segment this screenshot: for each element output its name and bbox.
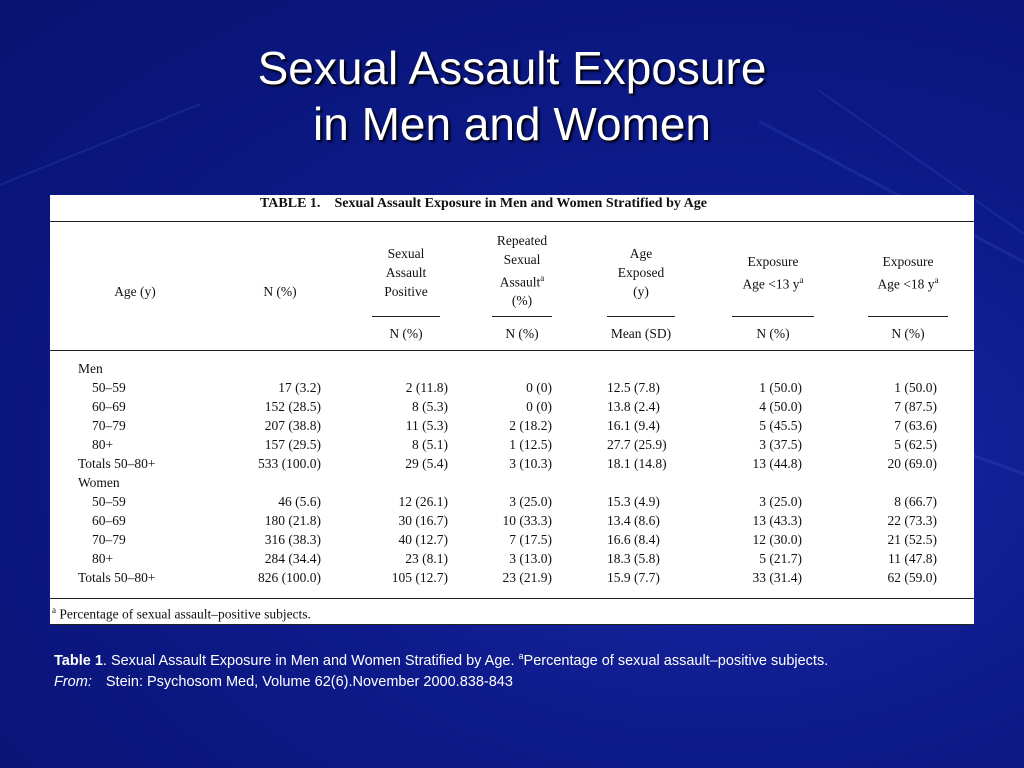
header-n-text: N (%) [263,284,297,299]
cell-exp18: 7 (87.5) [894,399,937,414]
header-e13-l1: Exposure [747,253,799,269]
header-age [90,255,180,301]
cell-exp18: 5 (62.5) [894,437,937,452]
header-sa-l3: Positive [384,284,428,299]
cell-exp13: 3 (25.0) [759,494,802,509]
table-row [50,511,974,530]
cell-age-exposed: 15.3 (4.9) [607,494,660,509]
cell-n: 17 (3.2) [278,380,321,395]
header-e13-l2-text: Age <13 y [742,276,800,291]
cell-exp18: 11 (47.8) [888,551,937,566]
cell-sa: 105 (12.7) [391,570,448,585]
header-e18-sup: a [934,274,939,285]
header-underline [372,316,440,317]
table-row [50,378,974,397]
slide-title-line1: Sexual Assault Exposure [257,42,767,94]
header-exposure-13 [723,251,823,293]
cell-exp13: 1 (50.0) [759,380,802,395]
header-sexual-assault-positive [366,233,446,301]
header-rep-sup: a [540,272,545,283]
table-row-total [50,454,974,473]
cell-age-exposed: 16.1 (9.4) [607,418,660,433]
table-body [50,359,974,587]
cell-n: 826 (100.0) [258,570,321,585]
header-rep-l2: Sexual [503,251,541,267]
subheader-sa: N (%) [389,326,423,341]
cell-age-exposed: 13.4 (8.6) [607,513,660,528]
cell-exp13: 5 (21.7) [759,551,802,566]
cell-n: 533 (100.0) [258,456,321,471]
header-sa-l2: Assault [385,265,427,280]
cell-age: 80+ [92,551,114,566]
header-e18-l2-text: Age <18 y [877,276,935,291]
cell-age-exposed: 18.1 (14.8) [607,456,667,471]
table-title: Sexual Assault Exposure in Men and Women Stratified by Age [334,196,707,211]
cell-repeated: 1 (12.5) [509,437,552,452]
cell-age-exposed: 13.8 (2.4) [607,399,660,414]
cell-exp18: 7 (63.6) [894,418,937,433]
cell-exp13: 13 (44.8) [752,456,802,471]
cell-sa: 2 (11.8) [405,380,448,395]
footnote-text: Percentage of sexual assault–positive subjects. [59,606,311,622]
cell-repeated: 10 (33.3) [502,513,552,528]
header-rep-l3-text: Assault [499,274,541,289]
slide-caption [54,646,994,693]
table-top-rule [50,221,974,222]
subheader-exp13: N (%) [756,326,790,341]
header-age-exposed [601,233,681,301]
table-row [50,549,974,568]
cell-repeated: 0 (0) [526,399,552,414]
cell-n: 207 (38.8) [264,418,321,433]
table-row [50,492,974,511]
table-row [50,416,974,435]
table-end-rule [50,624,974,625]
cell-sa: 8 (5.1) [412,437,448,452]
cell-sa: 8 (5.3) [412,399,448,414]
table-image [50,195,974,625]
header-exposure-18 [858,251,958,293]
cell-exp18: 20 (69.0) [887,456,937,471]
cell-exp13: 3 (37.5) [759,437,802,452]
caption-sup: a [518,651,524,661]
header-ae-l3: (y) [633,284,649,299]
header-age-text: Age (y) [114,284,156,299]
cell-age: Totals 50–80+ [78,456,156,471]
cell-n: 46 (5.6) [278,494,321,509]
group-label-women-row [50,473,974,492]
group-label: Men [78,361,103,376]
table-row [50,397,974,416]
slide-title [0,40,1024,152]
caption-source: Stein: Psychosom Med, Volume 62(6).November 2000.838-843 [105,673,513,690]
header-rep-l3 [482,269,562,292]
group-label: Women [78,475,120,490]
cell-age-exposed: 16.6 (8.4) [607,532,660,547]
header-repeated-sexual-assault [482,225,562,310]
cell-repeated: 3 (13.0) [509,551,552,566]
cell-age: 60–69 [92,513,126,528]
table-bottom-rule [50,598,974,599]
header-e13-l2 [723,271,823,294]
cell-exp18: 1 (50.0) [894,380,937,395]
header-ae-l2: Exposed [617,265,665,280]
subheader-age-exposed: Mean (SD) [610,326,672,341]
cell-exp18: 62 (59.0) [887,570,937,585]
cell-sa: 23 (8.1) [405,551,448,566]
table-footnote [52,605,311,623]
header-underline [492,316,552,317]
cell-sa: 29 (5.4) [405,456,448,471]
table-caption [260,195,707,212]
cell-age-exposed: 12.5 (7.8) [607,380,660,395]
cell-exp18: 21 (52.5) [887,532,937,547]
group-label-men-row [50,359,974,378]
cell-exp13: 12 (30.0) [752,532,802,547]
cell-n: 284 (34.4) [264,551,321,566]
cell-repeated: 7 (17.5) [509,532,552,547]
header-ae-l1: Age [629,246,653,261]
header-rep-l1: Repeated [496,232,548,248]
subheader-exp18: N (%) [891,326,925,341]
slide-title-line2: in Men and Women [312,98,712,150]
header-e18-l1: Exposure [882,253,934,269]
header-underline [732,316,814,317]
cell-age-exposed: 27.7 (25.9) [607,437,667,452]
table-number: TABLE 1. [260,196,321,211]
header-bottom-rule [50,350,974,351]
cell-repeated: 0 (0) [526,380,552,395]
cell-age: Totals 50–80+ [78,570,156,585]
caption-from-label: From: [54,673,92,690]
header-sa-l1: Sexual [387,246,425,261]
caption-label: Table 1 [54,652,103,669]
header-rep-l4: (%) [511,293,533,308]
cell-age-exposed: 18.3 (5.8) [607,551,660,566]
cell-n: 180 (21.8) [264,513,321,528]
cell-age: 80+ [92,437,114,452]
cell-exp18: 22 (73.3) [887,513,937,528]
cell-exp18: 8 (66.7) [894,494,937,509]
header-n [240,255,320,301]
cell-sa: 30 (16.7) [398,513,448,528]
cell-n: 152 (28.5) [264,399,321,414]
cell-age: 60–69 [92,399,126,414]
caption-text2: Percentage of sexual assault–positive subjects. [523,652,829,669]
cell-age: 70–79 [92,418,126,433]
cell-repeated: 2 (18.2) [509,418,552,433]
cell-exp13: 13 (43.3) [752,513,802,528]
caption-line2 [54,672,994,693]
cell-repeated: 3 (25.0) [509,494,552,509]
table-row-total [50,568,974,587]
cell-sa: 12 (26.1) [398,494,448,509]
header-e18-l2 [858,271,958,294]
cell-exp13: 5 (45.5) [759,418,802,433]
caption-line1 [54,646,994,672]
cell-exp13: 4 (50.0) [759,399,802,414]
subheader-repeated: N (%) [505,326,539,341]
cell-age: 50–59 [92,380,126,395]
cell-sa: 11 (5.3) [405,418,448,433]
header-e13-sup: a [799,274,804,285]
cell-age: 50–59 [92,494,126,509]
caption-text: . Sexual Assault Exposure in Men and Women Stratified by Age. [102,652,519,669]
cell-exp13: 33 (31.4) [752,570,802,585]
cell-age: 70–79 [92,532,126,547]
header-underline [607,316,675,317]
cell-repeated: 23 (21.9) [502,570,552,585]
cell-n: 316 (38.3) [264,532,321,547]
footnote-sup: a [52,605,56,615]
cell-age-exposed: 15.9 (7.7) [607,570,660,585]
cell-sa: 40 (12.7) [398,532,448,547]
table-row [50,435,974,454]
cell-repeated: 3 (10.3) [509,456,552,471]
cell-n: 157 (29.5) [264,437,321,452]
header-underline [868,316,948,317]
table-row [50,530,974,549]
